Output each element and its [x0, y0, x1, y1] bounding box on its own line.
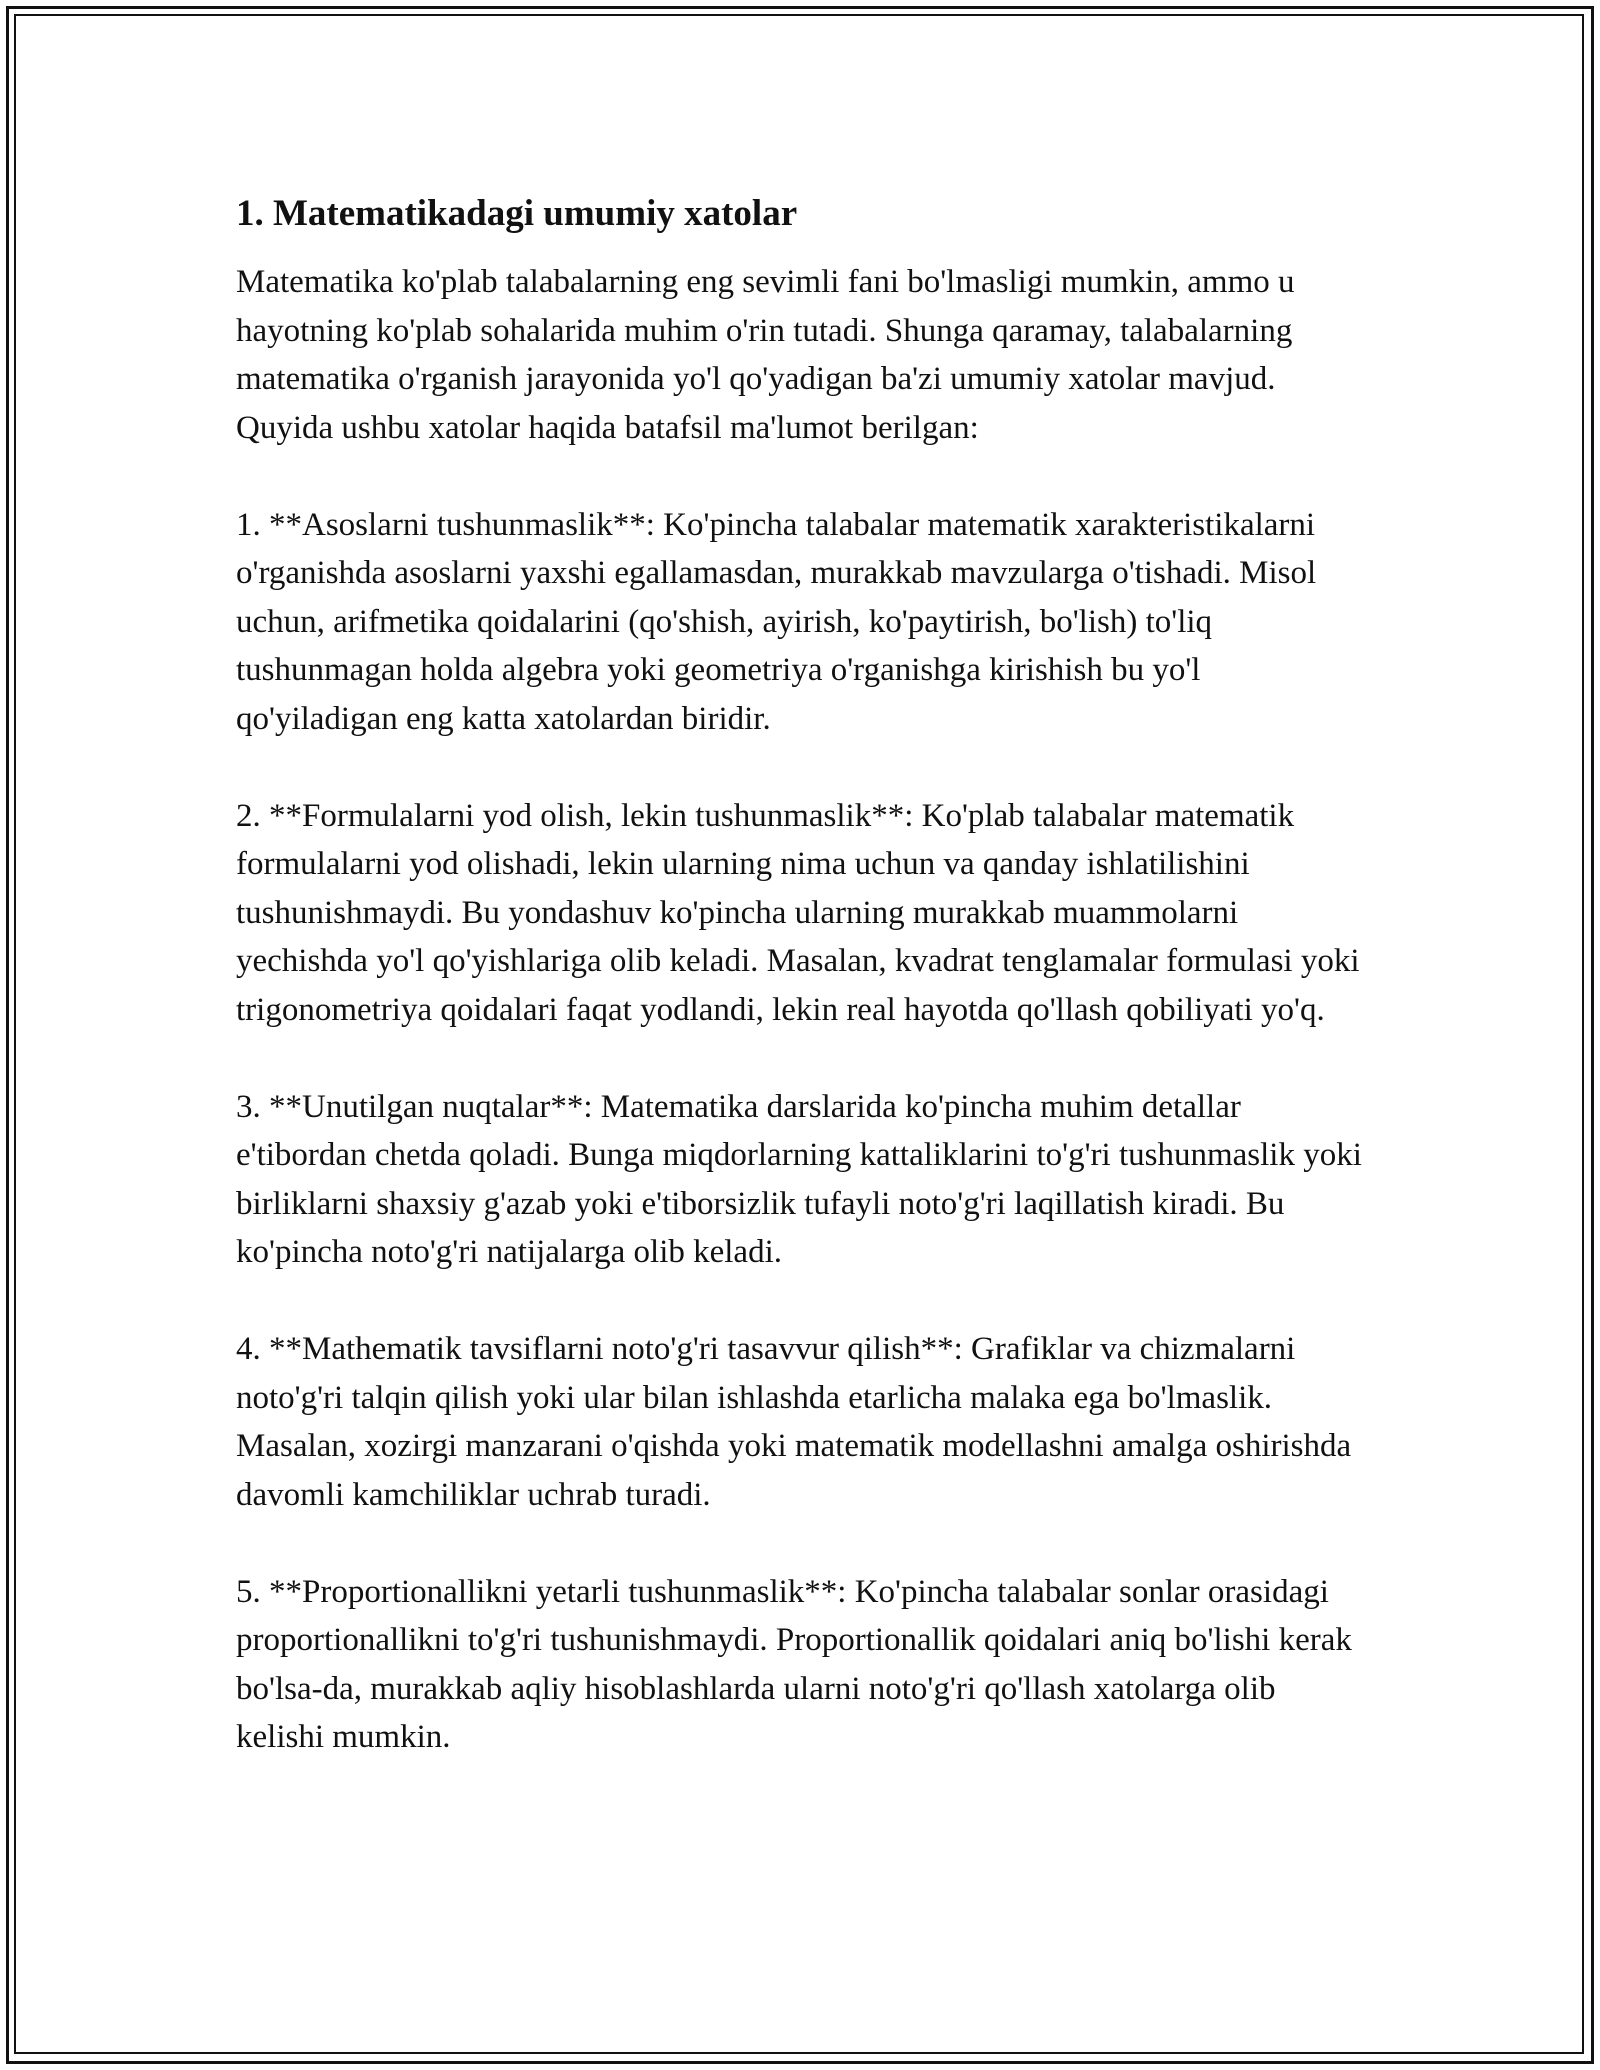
intro-paragraph: Matematika ko'plab talabalarning eng sevimli fani bo'lmasligi mumkin, ammo u hayotning ko'plab sohalarida muhim o'rin tutadi. Shunga qaramay, talabalarning matematika o'rganish jarayonida yo'l qo'yadigan ba'zi umumiy xatolar mavjud. Quyida ushbu xatolar haqida batafsil ma'lumot berilgan:	[236, 264, 1295, 446]
list-item: 2. **Formulalarni yod olish, lekin tushunmaslik**: Ko'plab talabalar matematik formulalarni yod olishadi, lekin ularning nima uchun va qanday ishlatilishini tushunishmaydi. Bu yondashuv ko'pincha ularning murakkab muammolarni yechishda yo'l qo'yishlariga olib keladi. Masalan, kvadrat tenglamalar formulasi yoki trigonometriya qoidalari faqat yodlandi, lekin real hayotda qo'llash qobiliyati yo'q.	[236, 797, 1360, 1028]
list-item: 5. **Proportionallikni yetarli tushunmaslik**: Ko'pincha talabalar sonlar orasidagi proportionallikni to'g'ri tushunishmaydi. Proportionallik qoidalari aniq bo'lishi kerak bo'lsa-da, murakkab aqliy hisoblashlarda ularni noto'g'ri qo'llash xatolarga olib kelishi mumkin.	[236, 1573, 1352, 1755]
document-body	[236, 190, 1366, 1762]
list-item: 1. **Asoslarni tushunmaslik**: Ko'pincha talabalar matematik xarakteristikalarni o'rganishda asoslarni yaxshi egallamasdan, murakkab mavzularga o'tishadi. Misol uchun, arifmetika qoidalarini (qo'shish, ayirish, ko'paytirish, bo'lish) to'liq tushunmagan holda algebra yoki geometriya o'rganishga kirishish bu yo'l qo'yiladigan eng katta xatolardan biridir.	[236, 506, 1317, 737]
page-title: 1. Matematikadagi umumiy xatolar	[236, 193, 798, 234]
list-item: 3. **Unutilgan nuqtalar**: Matematika darslarida ko'pincha muhim detallar e'tibordan chetda qoladi. Bunga miqdorlarning kattaliklarini to'g'ri tushunmaslik yoki birliklarni shaxsiy g'azab yoki e'tiborsizlik tufayli noto'g'ri laqillatish kiradi. Bu ko'pincha noto'g'ri natijalarga olib keladi.	[236, 1088, 1362, 1270]
list-item: 4. **Mathematik tavsiflarni noto'g'ri tasavvur qilish**: Grafiklar va chizmalarni noto'g'ri talqin qilish yoki ular bilan ishlashda etarlicha malaka ega bo'lmaslik. Masalan, xozirgi manzarani o'qishda yoki matematik modellashni amalga oshirishda davomli kamchiliklar uchrab turadi.	[236, 1331, 1352, 1513]
